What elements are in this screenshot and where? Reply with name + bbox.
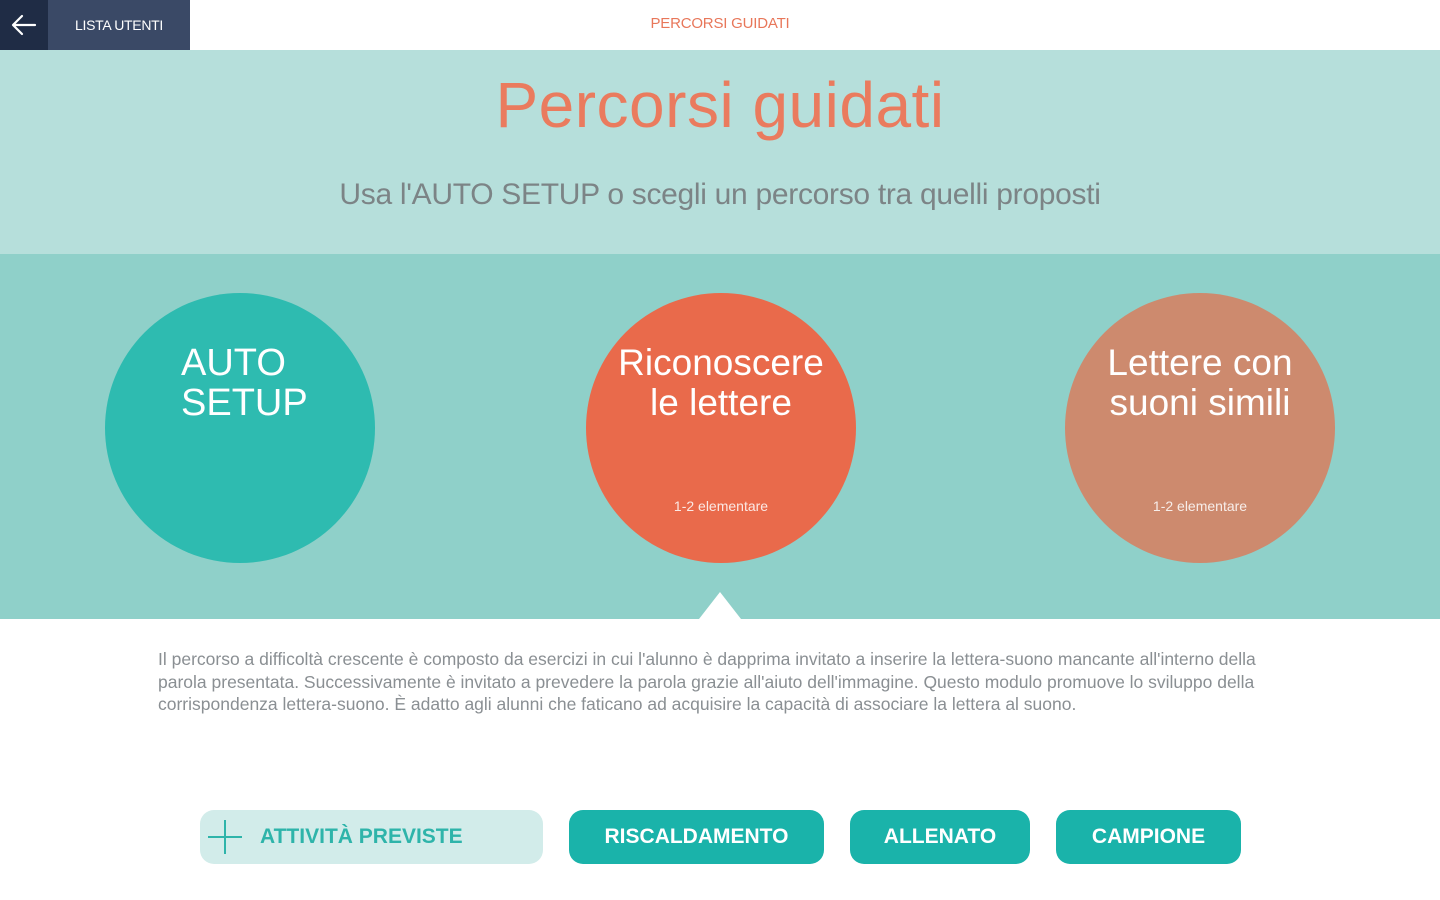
- champion-button[interactable]: CAMPIONE: [1056, 810, 1241, 864]
- path-card-title: [1065, 343, 1335, 423]
- path-card-level: 1-2 elementare: [1152, 498, 1248, 514]
- path-card-title-line: SETUP: [181, 382, 308, 424]
- path-card-riconoscere-lettere[interactable]: [586, 293, 856, 563]
- page-title: Percorsi guidati: [495, 69, 945, 141]
- path-description: Il percorso a difficoltà crescente è composto da esercizi in cui l'alunno è dapprima invitato a inserire la lettera-suono mancante all'interno della parola presentata. Successivamente è invitato a prevedere la parola grazie all'aiuto dell'immagine. Questo modulo promuove lo sviluppo della corrispondenza lettera-suono. È adatto agli alunni che faticano ad acquisire la capacità di associare la lettera al suono.: [158, 649, 1256, 714]
- paths-carousel: [0, 254, 1440, 619]
- top-bar: [0, 0, 1440, 50]
- path-card-title-line: le lettere: [650, 382, 792, 423]
- page-subtitle: Usa l'AUTO SETUP o scegli un percorso tra quelli proposti: [339, 178, 1101, 211]
- path-card-suoni-simili[interactable]: [1065, 293, 1335, 563]
- path-card-title-line: Lettere con: [1107, 342, 1293, 383]
- path-card-title-line: suoni simili: [1109, 382, 1291, 423]
- trained-button[interactable]: ALLENATO: [850, 810, 1030, 864]
- plus-icon: [208, 820, 242, 854]
- topbar-title: PERCORSI GUIDATI: [650, 15, 790, 32]
- warmup-button[interactable]: RISCALDAMENTO: [569, 810, 824, 864]
- selection-pointer: [699, 592, 741, 619]
- activities-button[interactable]: [200, 810, 543, 864]
- users-list-button[interactable]: LISTA UTENTI: [48, 0, 190, 50]
- header-band: [0, 50, 1440, 254]
- path-card-title: [105, 343, 375, 423]
- path-card-title-line: Riconoscere: [618, 342, 824, 383]
- path-card-title-line: AUTO: [181, 342, 286, 384]
- path-card-auto-setup[interactable]: [105, 293, 375, 563]
- path-card-level: 1-2 elementare: [673, 498, 769, 514]
- activities-label: ATTIVITÀ PREVISTE: [260, 825, 463, 848]
- path-card-title: [586, 343, 856, 423]
